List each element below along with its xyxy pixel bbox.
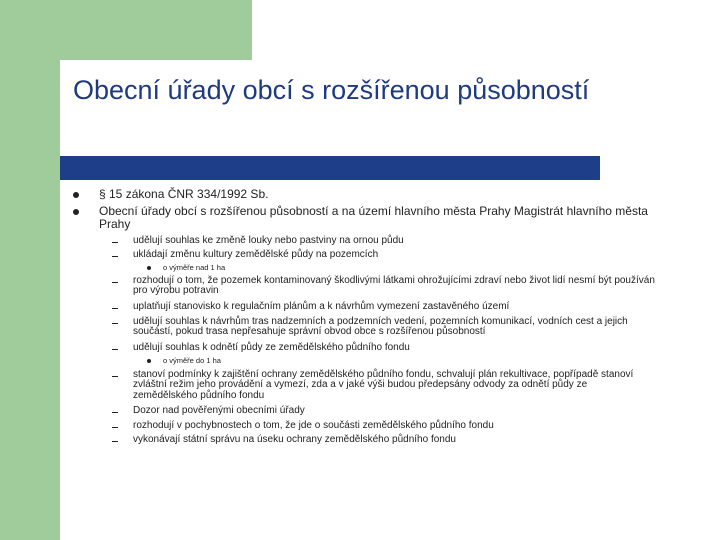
bullet-text: vykonávají státní správu na úseku ochrany zemědělského půdního fondu: [133, 434, 456, 445]
bullet-text: § 15 zákona ČNR 334/1992 Sb.: [99, 187, 269, 201]
bullet-dash: [112, 256, 118, 257]
bullet-text: udělují souhlas k návrhům tras nadzemních a podzemních vedení, pozemních komunikací, vodních cest a jejich součástí, pokud trasa nepřesahuje správní obvod obce s rozšířenou působností: [133, 316, 628, 338]
bullet-text: udělují souhlas ke změně louky nebo pastviny na ornou půdu: [133, 235, 404, 246]
bullet-dash: [112, 349, 118, 350]
bullet-text: ukládají změnu kultury zemědělské půdy na pozemcích: [133, 249, 379, 260]
bullet-dash: [112, 308, 118, 309]
bullet-dot: [73, 209, 79, 215]
bullet-dot: [73, 192, 79, 198]
bullet-text: rozhodují o tom, že pozemek kontaminovaný škodlivými látkami ohrožujícími zdraví nebo život lidí nesmí být používán pro výrobu potravin: [133, 275, 655, 297]
bullet-dash: [112, 242, 118, 243]
bullet-dash: [112, 282, 118, 283]
bullet-dash: [112, 323, 118, 324]
slide-title: Obecní úřady obcí s rozšířenou působností: [73, 75, 590, 105]
bullet-text: o výměře nad 1 ha: [163, 263, 226, 272]
bullet-dot: [147, 266, 151, 270]
bullet-text: rozhodují v pochybnostech o tom, že jde o součásti zemědělského půdního fondu: [133, 420, 494, 431]
bullet-dot: [147, 359, 151, 363]
bullet-text: uplatňují stanovisko k regulačním plánům a k návrhům vymezení zastavěného území: [133, 301, 510, 312]
bullet-text: o výměře do 1 ha: [163, 356, 221, 365]
bullet-dash: [112, 427, 118, 428]
bullet-dash: [112, 441, 118, 442]
bullet-text: Dozor nad pověřenými obecními úřady: [133, 405, 305, 416]
bullet-dash: [112, 412, 118, 413]
bullet-text: stanoví podmínky k zajištění ochrany zemědělského půdního fondu, schvalují plán rekultivace, popřípadě stanoví zvláštní režim jeho provádění a vymezí, zda a v jaké výši budou předepsány odvody za odnětí půdy ze zemědělského půdního fondu: [133, 369, 634, 401]
bullet-dash: [112, 376, 118, 377]
bullet-text: udělují souhlas k odnětí půdy ze zemědělského půdního fondu: [133, 342, 410, 353]
bullet-text: Obecní úřady obcí s rozšířenou působností a na území hlavního města Prahy Magistrát hlavního města Prahy: [99, 204, 648, 231]
